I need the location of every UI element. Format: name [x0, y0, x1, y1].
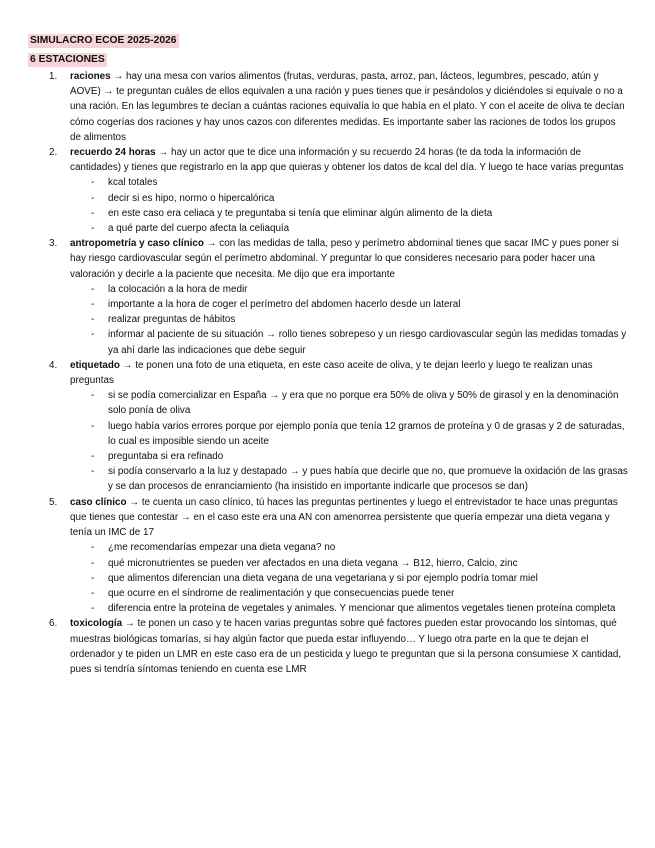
station-text: → te cuenta un caso clínico, tú haces las preguntas pertinentes y luego el entrevistador te hace unas preguntas que tienes que contestar → en el caso este era una AN con amenorrea persistente que quería empezar una dieta vegana y tenía un IMC de 17: [70, 496, 618, 539]
station-bullets: [70, 175, 628, 236]
station-keyword: toxicología: [70, 618, 123, 630]
bullet-item: - si podía conservarlo a la luz y destapado → y pues había que decirle que no, que promueve la oxidación de las grasas y se dan procesos de enranciamiento (ha insistido en importante indicarle que procesos se dan): [70, 464, 628, 494]
bullet-item: - en este caso era celiaca y te preguntaba si tenía que eliminar algún alimento de la dieta: [70, 206, 628, 221]
station-text: → con las medidas de talla, peso y perímetro abdominal tienes que sacar IMC y pues poner si hay riesgo cardiovascular según el perímetro abdominal. Y preguntar lo que consideres necesario para poder hacer una valoración y decirle a la paciente que necesita. Me dijo que era importante: [70, 238, 619, 280]
bullet-item: - decir si es hipo, normo o hipercalórica: [70, 191, 628, 206]
station-keyword: etiquetado: [70, 359, 120, 371]
station-item: [28, 495, 628, 617]
station-bullets: [70, 282, 628, 358]
bullet-item: - a qué parte del cuerpo afecta la celiaquía: [70, 221, 628, 236]
station-bullets: [70, 388, 628, 494]
bullet-item: - la colocación a la hora de medir: [70, 282, 628, 297]
bullet-item: - ¿me recomendarías empezar una dieta vegana? no: [70, 540, 628, 555]
bullet-item: - diferencia entre la proteína de vegetales y animales. Y mencionar que alimentos vegetales tienen proteína completa: [70, 601, 628, 616]
station-item: [28, 616, 628, 677]
bullet-item: - realizar preguntas de hábitos: [70, 312, 628, 327]
bullet-item: - preguntaba si era refinado: [70, 449, 628, 464]
station-text: → hay un actor que te dice una información y su recuerdo 24 horas (te da toda la información de cantidades) y tienes que registrarlo en la app que quieras y obtener los datos de kcal del día. Y luego te hace varias preguntas: [70, 147, 624, 174]
document-title: SIMULACRO ECOE 2025-2026: [30, 35, 177, 46]
station-keyword: caso clínico: [70, 496, 127, 508]
bullet-item: - importante a la hora de coger el perímetro del abdomen hacerlo desde un lateral: [70, 297, 628, 312]
bullet-item: - kcal totales: [70, 175, 628, 190]
station-item: [28, 69, 628, 145]
station-text: → te ponen una foto de una etiqueta, en este caso aceite de oliva, y te dejan leerlo y luego te realizan unas preguntas: [70, 359, 593, 387]
bullet-item: - si se podía comercializar en España → y era que no porque era 50% de oliva y 50% de girasol y en la denominación solo ponía de oliva: [70, 388, 628, 418]
station-bullets: [70, 540, 628, 616]
station-keyword: recuerdo 24 horas: [70, 147, 156, 159]
bullet-item: - que ocurre en el síndrome de realimentación y que consecuencias puede tener: [70, 586, 628, 601]
station-text: → hay una mesa con varios alimentos (frutas, verduras, pasta, arroz, pan, lácteos, legumbres, pescado, atún y AOVE) → te preguntan cuáles de ellos equivalen a una ración y pues tienes que ir pesándolos y diciéndoles si equivale o no a una ración. En las legumbres te decían a cuántas raciones equivalía lo que había en el plato. Y con el aceite de oliva te decían cómo cogerías dos raciones y hay unos cazos con diferentes medidas. Es importante saber las raciones de todos los grupos de alimentos: [70, 71, 625, 143]
station-item: [28, 236, 628, 358]
station-keyword: raciones: [70, 71, 111, 82]
station-text: → te ponen un caso y te hacen varias preguntas sobre qué factores pueden estar provocando los síntomas, qué muestras biológicas tomarías, si hay algún factor que pueda estar influyendo… Y luego otra parte en la que te dejan el ordenador y te piden un LMR en este caso era de un pesticida y luego te preguntan que si la persona consumiese X cantidad, pues si tendría síntomas teniendo en cuenta ese LMR: [70, 618, 622, 675]
bullet-item: - qué micronutrientes se pueden ver afectados en una dieta vegana → B12, hierro, Calcio, zinc: [70, 556, 628, 571]
document-page: [28, 30, 628, 677]
bullet-item: - luego había varios errores porque por ejemplo ponía que tenía 12 gramos de proteína y 0 de grasas y 2 de saturadas, lo cual es imposible siendo un aceite: [70, 419, 628, 449]
station-item: [28, 145, 628, 236]
stations-list: [28, 69, 628, 677]
bullet-item: - informar al paciente de su situación → rollo tienes sobrepeso y un riesgo cardiovascular según las medidas tomadas y ya ahí darle las indicaciones que debe seguir: [70, 327, 628, 357]
station-keyword: antropometría y caso clínico: [70, 238, 204, 250]
bullet-item: - que alimentos diferencian una dieta vegana de una vegetariana y si por ejemplo podría tomar miel: [70, 571, 628, 586]
document-subtitle: 6 ESTACIONES: [30, 54, 105, 65]
station-item: [28, 358, 628, 495]
header: [28, 30, 628, 68]
